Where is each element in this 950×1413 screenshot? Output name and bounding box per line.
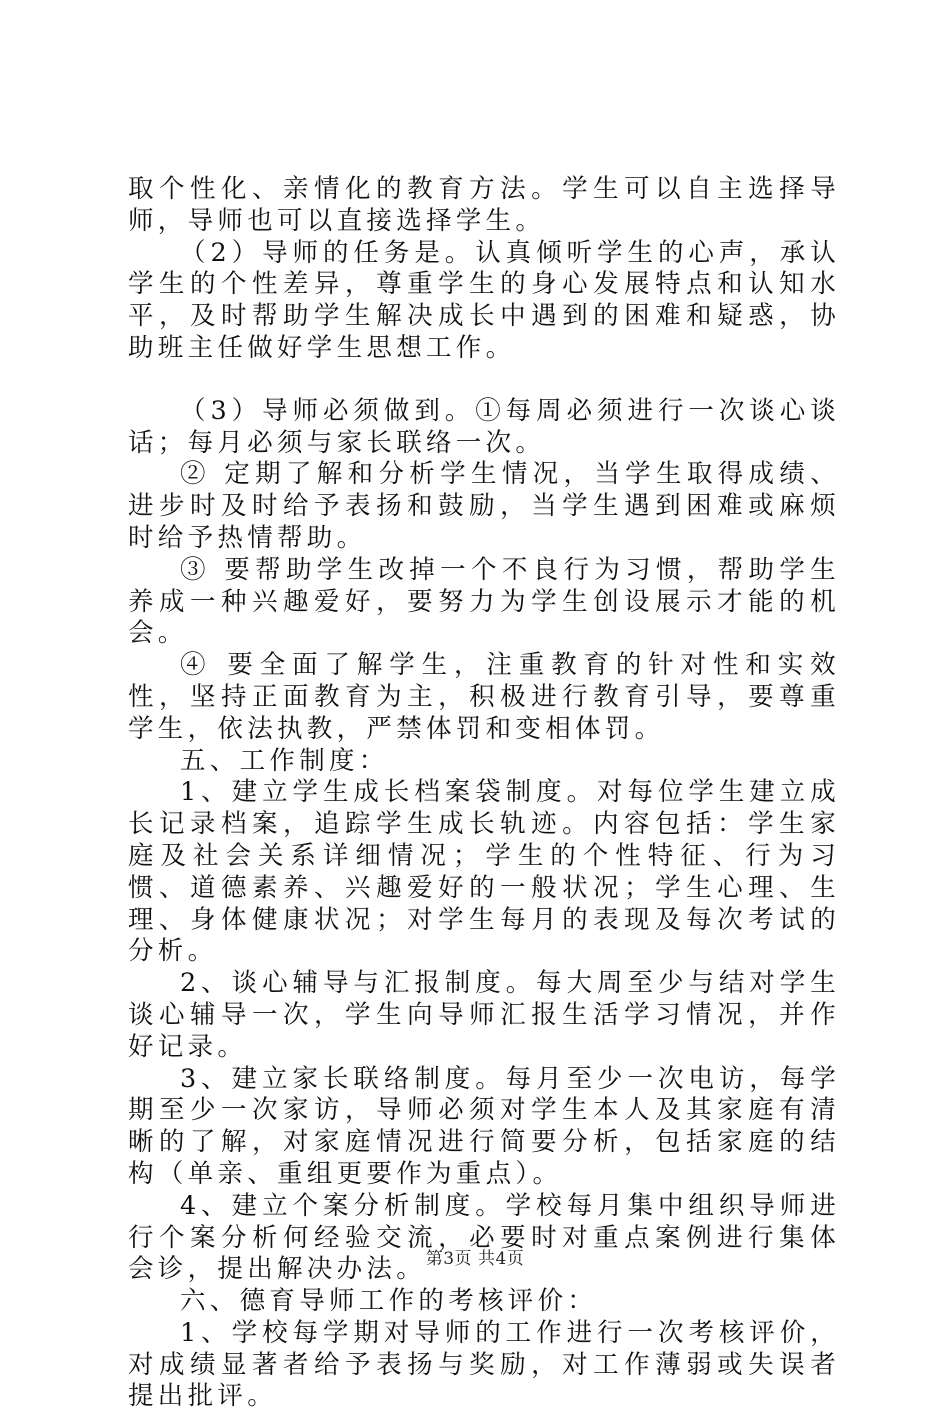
paragraph-item-3: ③ 要帮助学生改掉一个不良行为习惯，帮助学生养成一种兴趣爱好，要努力为学生创设展示才能的机会。	[128, 554, 840, 649]
paragraph-item-2: ② 定期了解和分析学生情况，当学生取得成绩、进步时及时给予表扬和鼓励，当学生遇到困难或麻烦时给予热情帮助。	[128, 459, 840, 553]
paragraph-parent-contact: 3、建立家长联络制度。每月至少一次电访，每学期至少一次家访，导师必须对学生本人及其家庭有清晰的了解，对家庭情况进行简要分析，包括家庭的结构（单亲、重组更要作为重点）。	[128, 1063, 840, 1189]
paragraph-counseling-report: 2、谈心辅导与汇报制度。每大周至少与结对学生谈心辅导一次，学生向导师汇报生活学习情况，并作好记录。	[128, 968, 840, 1062]
paragraph-case-analysis: 4、建立个案分析制度。学校每月集中组织导师进行个案分析何经验交流，必要时对重点案例进行集体会诊，提出解决办法。	[128, 1190, 840, 1285]
paragraph-spacer	[128, 365, 840, 396]
paragraph-evaluation-1: 1、学校每学期对导师的工作进行一次考核评价，对成绩显著者给予表扬与奖励，对工作薄弱或失误者提出批评。	[128, 1317, 840, 1412]
paragraph-growth-archive: 1、建立学生成长档案袋制度。对每位学生建立成长记录档案，追踪学生成长轨迹。内容包括：学生家庭及社会关系详细情况；学生的个性特征、行为习惯、道德素养、兴趣爱好的一般状况；学生心理、生理、身体健康状况；对学生每月的表现及每次考试的分析。	[128, 777, 840, 967]
paragraph-continuation: 取个性化、亲情化的教育方法。学生可以自主选择导师，导师也可以直接选择学生。	[128, 174, 840, 236]
document-body	[128, 174, 840, 1413]
section-heading-work-system: 五、工作制度：	[180, 745, 389, 776]
paragraph-mentor-must-do: （3）导师必须做到。①每周必须进行一次谈心谈话；每月必须与家长联络一次。	[128, 395, 840, 458]
page-number-footer: 第3页 共4页	[425, 1249, 525, 1269]
section-heading-evaluation: 六、德育导师工作的考核评价：	[180, 1286, 598, 1317]
paragraph-mentor-tasks: （2）导师的任务是。认真倾听学生的心声，承认学生的个性差异，尊重学生的身心发展特点和认知水平，及时帮助学生解决成长中遇到的困难和疑惑，协助班主任做好学生思想工作。	[128, 237, 840, 363]
paragraph-item-4: ④ 要全面了解学生，注重教育的针对性和实效性，坚持正面教育为主，积极进行教育引导，要尊重学生，依法执教，严禁体罚和变相体罚。	[128, 650, 840, 744]
